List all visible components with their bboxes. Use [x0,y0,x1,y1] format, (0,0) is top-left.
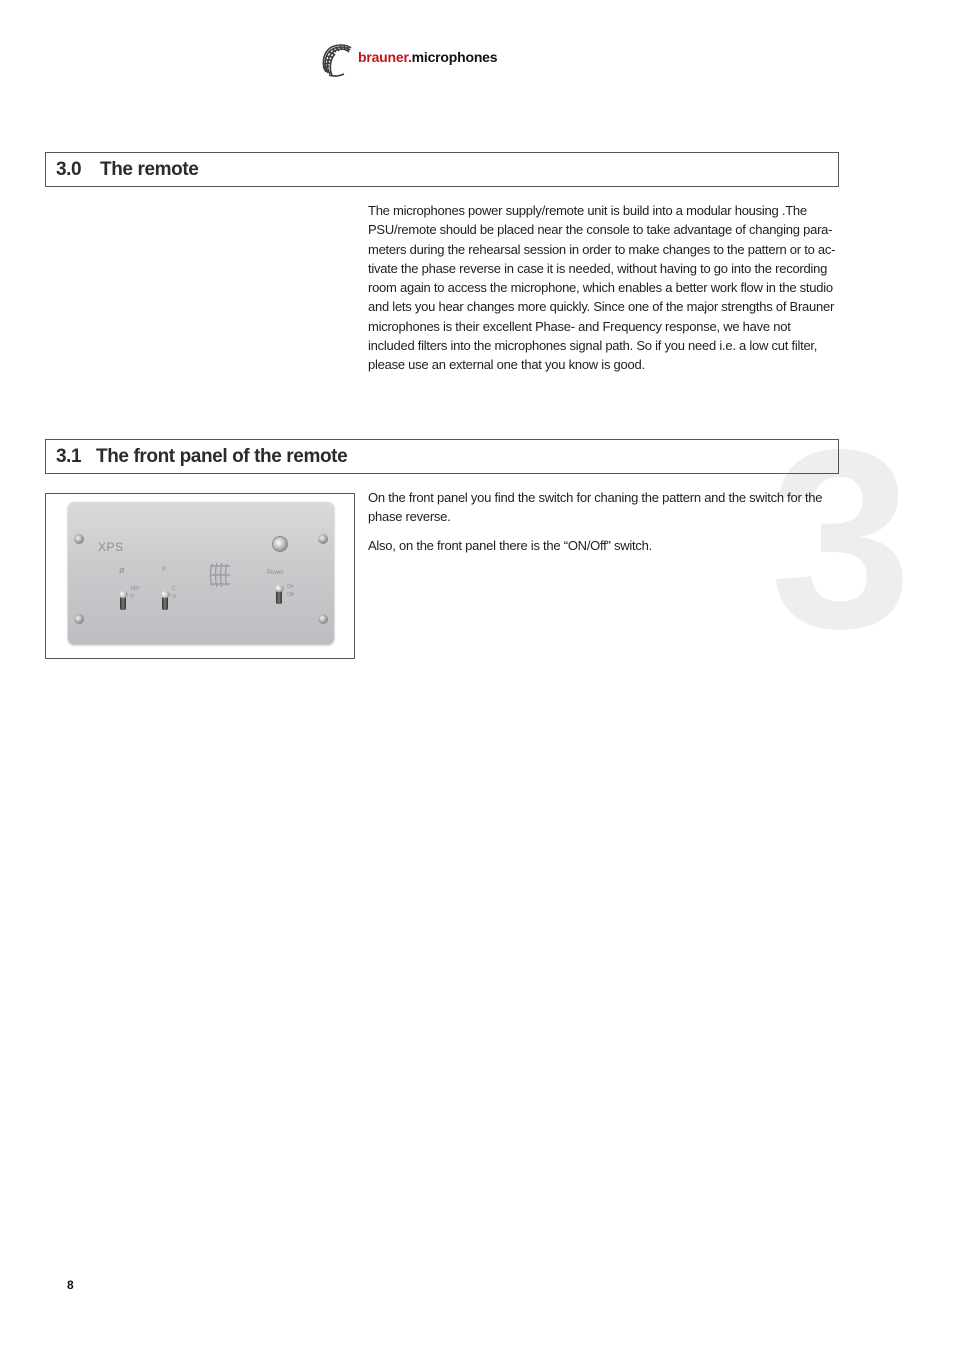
screw-icon [318,534,328,544]
power-position-on: On [287,584,294,590]
page-number: 8 [67,1278,74,1292]
front-panel-photo [45,493,355,659]
brand-logo [320,40,497,80]
logo-dot: . [407,49,412,65]
logo-brand-text: brauner [358,49,408,65]
power-toggle-switch [276,590,282,604]
screw-icon [74,534,84,544]
pattern-position-c: C [172,586,176,592]
logo-product-text: microphones [411,49,498,65]
paragraph: Also, on the front panel there is the “ON/Off” switch. [368,537,652,553]
logo-wordmark [358,49,497,65]
paragraph: The microphones power supply/remote unit is build into a modular housing .The PSU/remote should be placed near the console to take advantage of changing para-meters during the rehearsal session in order to make changes to the pattern or to ac-tivate the phase reverse in case it is needed, without having to go into the recording room again to access the microphone, which enables a better work flow in the studio and lets you hear changes more quickly. Since one of the major strengths of Brauner microphones is their excellent Phase- and Frequency response, we have not included filters into the microphones signal path. So if you need i.e. a low cut filter, please use an external one that you know is good. [368,203,836,373]
power-position-off: Off [287,592,294,598]
coil-spring-icon [320,42,354,78]
brauner-mark-icon [208,560,234,590]
phase-label: ø [119,565,125,575]
power-indicator-knob [272,536,288,552]
pattern-position-o: O [172,594,176,600]
phase-toggle-switch [120,596,126,610]
section-number: 3.1 [56,445,82,467]
paragraph: On the front panel you find the switch for chaning the pattern and the switch for the phase reverse. [368,490,823,525]
section-number: 3.0 [56,158,82,180]
pattern-label: P [162,567,167,573]
section-header-front-panel [45,439,839,474]
section-body-front-panel [368,488,840,564]
remote-front-panel [68,502,334,644]
pattern-toggle-switch [162,596,168,610]
section-title: The remote [100,158,199,180]
section-body-remote [368,201,840,384]
screw-icon [74,614,84,624]
phase-position-180: 180° [130,586,141,592]
screw-icon [318,614,328,624]
section-title: The front panel of the remote [96,445,348,467]
model-label: XPS [98,540,124,554]
phase-position-0: 0° [130,594,135,600]
section-header-remote [45,152,839,187]
power-label: Power [267,570,285,576]
chapter-number: 3 [770,397,906,682]
